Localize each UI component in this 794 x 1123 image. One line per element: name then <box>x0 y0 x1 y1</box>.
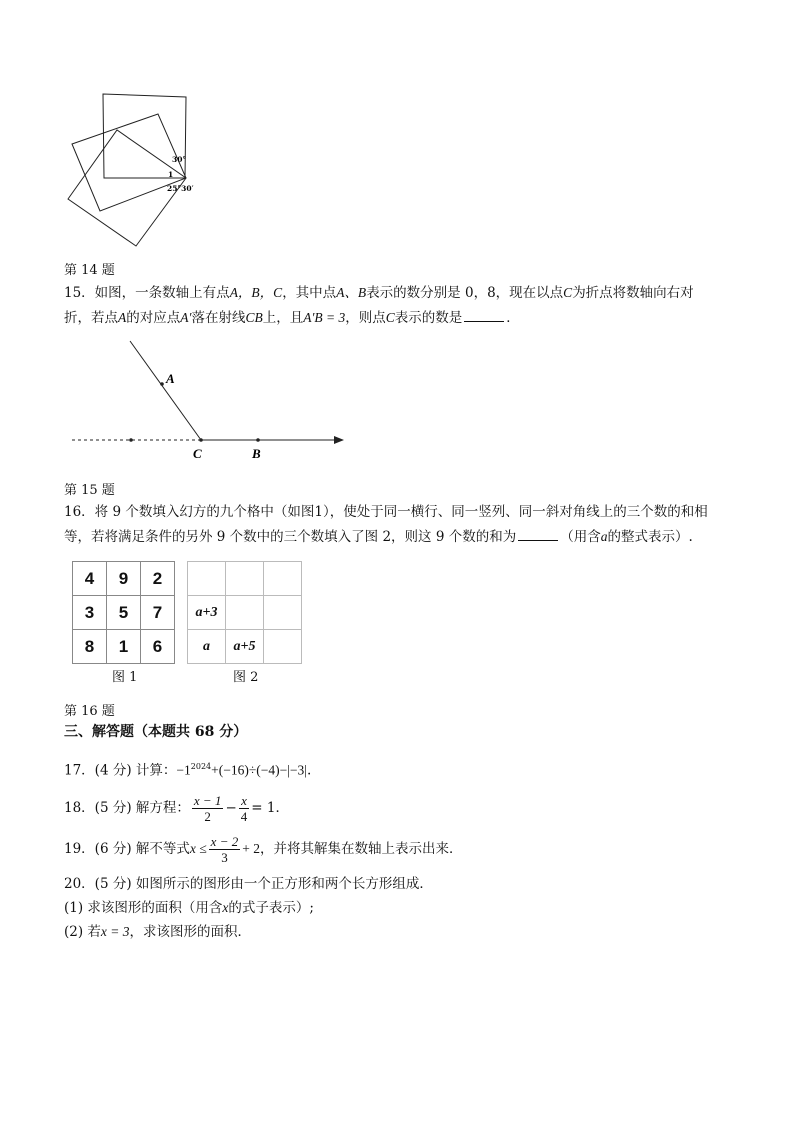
answer-blank[interactable] <box>464 307 504 322</box>
q15-text: 15．如图，一条数轴上有点 <box>64 285 230 301</box>
grid2-caption: 图 2 <box>233 670 259 685</box>
q16-text: 的整式表示）. <box>607 529 693 545</box>
q19-prefix: 19．(6 分) 解不等式 <box>64 841 190 857</box>
q19-rest: + 2 <box>242 841 260 856</box>
grid1-cell: 8 <box>73 630 107 664</box>
q19-lhs: x ≤ <box>189 841 207 856</box>
figure-14 <box>60 88 210 253</box>
q15-text: 表示的数分别是 0，8，现在以点 <box>366 285 564 301</box>
magic-square-1 <box>72 561 175 664</box>
q15-ab: A、B <box>336 285 367 300</box>
q19-numerator: x − 2 <box>210 834 239 849</box>
q18-rest: = 1． <box>251 800 289 816</box>
grid1-cell: 6 <box>141 630 175 664</box>
q15-a: A <box>118 310 127 325</box>
square-rotated-1 <box>72 114 186 211</box>
q18 <box>64 790 289 826</box>
q15-text: 折，若点 <box>64 310 118 326</box>
label-a: A <box>166 371 175 386</box>
q17-base: −1 <box>176 762 191 778</box>
grid2-cell <box>226 562 264 596</box>
angle-label-1: 1 <box>168 170 174 179</box>
q15-text: ，则点 <box>345 310 386 326</box>
grid1-cell: 1 <box>107 630 141 664</box>
label-c: C <box>193 446 202 461</box>
q15-cb: CB <box>245 310 263 325</box>
q20-text: (2) 若 <box>64 924 101 940</box>
grid2-cell <box>264 630 302 664</box>
grid2-cell <box>226 596 264 630</box>
q19-denominator: 3 <box>221 850 228 865</box>
q15-a-prime: A′ <box>180 310 192 325</box>
q20-line3 <box>64 922 251 942</box>
q19-fraction <box>209 834 241 865</box>
caption-14: 第 14 题 <box>64 263 115 278</box>
point-c <box>199 438 203 442</box>
q18-prefix: 18．(5 分) 解方程： <box>64 800 190 816</box>
angle-label-25-30: 25°30′ <box>167 184 194 193</box>
grid1-cell: 3 <box>73 596 107 630</box>
q16-line1 <box>64 502 708 522</box>
magic-square-2 <box>187 561 302 664</box>
q15-text: 落在射线 <box>191 310 246 326</box>
q15-text: 上，且 <box>262 310 304 326</box>
grid1-cell: 7 <box>141 596 175 630</box>
q18-fraction-1 <box>192 793 224 824</box>
q19-suffix: ，并将其解集在数轴上表示出来． <box>259 841 463 857</box>
q16-text: （用含 <box>560 529 601 545</box>
grid1-cell: 2 <box>141 562 175 596</box>
q20-eq: x = 3 <box>100 924 130 939</box>
angle-label-30: 30° <box>172 155 187 164</box>
caption-15: 第 15 题 <box>64 483 115 498</box>
q20-line1: 20．(5 分) 如图所示的图形由一个正方形和两个长方形组成． <box>64 876 433 892</box>
grid2-cell <box>188 562 226 596</box>
q20-text: 的式子表示）; <box>228 900 314 916</box>
q20-text: (1) 求该图形的面积（用含 <box>64 900 223 916</box>
point-a <box>160 382 164 386</box>
q17 <box>64 757 311 781</box>
q18-f1-numerator: x − 1 <box>193 793 222 808</box>
q16-text: ），使处于同一横行、同一竖列、同一斜对角线上的三个数的和相 <box>322 504 708 520</box>
q20-line2 <box>64 898 314 918</box>
grid2-cell: a <box>188 630 226 664</box>
q17-expression: +(−16)÷(−4)−|−3| <box>211 762 307 778</box>
grid1-caption: 图 1 <box>112 670 138 685</box>
q15-text: ，其中点 <box>282 285 337 301</box>
point-dashed <box>129 438 133 442</box>
q20-text: ，求该图形的面积． <box>129 924 252 940</box>
grid1-cell: 9 <box>107 562 141 596</box>
answer-blank[interactable] <box>518 526 558 541</box>
q15-equation: A′B = 3 <box>303 310 346 325</box>
q16-var: a <box>600 529 608 544</box>
q20-x: x <box>222 900 229 915</box>
q15-c2: C <box>385 310 395 325</box>
caption-16: 第 16 题 <box>64 704 115 719</box>
section-3-heading: 三、解答题（本题共 68 分） <box>64 724 248 740</box>
q16-text: 16．将 9 个数填入幻方的九个格中（如图 <box>64 504 315 520</box>
q18-minus: − <box>225 800 237 816</box>
q18-f2-denominator: 4 <box>240 809 248 824</box>
q15-text: 为折点将数轴向右对 <box>572 285 694 301</box>
q15-c: C <box>563 285 573 300</box>
grid2-cell <box>264 596 302 630</box>
grid2-cell: a+5 <box>226 630 264 664</box>
q15-end: ． <box>506 310 520 326</box>
q19 <box>64 831 462 867</box>
grid1-cell: 5 <box>107 596 141 630</box>
label-b: B <box>252 446 261 461</box>
q15-line1 <box>64 283 694 303</box>
point-b <box>256 438 260 442</box>
q17-end: . <box>307 762 312 779</box>
folded-ray <box>130 341 201 440</box>
q17-prefix: 17．(4 分) 计算： <box>64 762 177 779</box>
q16-text: 等，若将满足条件的另外 9 个数中的三个数填入了图 2，则这 9 个数的和为 <box>64 529 517 545</box>
q15-text: 表示的数是 <box>394 310 463 326</box>
q18-f2-numerator: x <box>239 793 250 809</box>
grid2-cell <box>264 562 302 596</box>
q16-line2 <box>64 526 693 547</box>
q16-fig-ref: 1 <box>314 504 323 520</box>
q15-points: A，B，C <box>229 285 283 300</box>
q17-exponent: 2024 <box>190 762 212 771</box>
square-upright <box>103 94 186 178</box>
grid2-cell: a+3 <box>188 596 226 630</box>
q18-fraction-2 <box>239 793 250 824</box>
q15-text: 的对应点 <box>126 310 181 326</box>
figure-15 <box>64 335 354 465</box>
q15-line2 <box>64 307 520 328</box>
q18-f1-denominator: 2 <box>204 809 211 824</box>
grid1-cell: 4 <box>73 562 107 596</box>
